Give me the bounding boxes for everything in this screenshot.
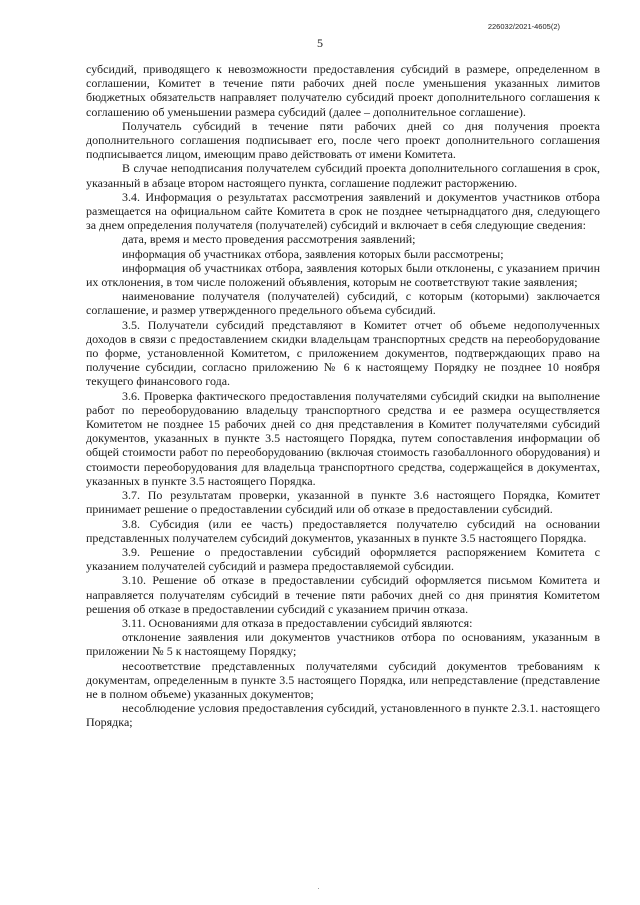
list-item: информация об участниках отбора, заявления которых были отклонены, с указанием причин их отклонения, в том числе положений объявления, которым не соответствуют такие заявления; <box>86 260 600 290</box>
list-item: дата, время и место проведения рассмотрения заявлений; <box>122 232 416 247</box>
scan-dot <box>318 888 319 889</box>
page-number: 5 <box>317 36 323 50</box>
paragraph-3-10: 3.10. Решение об отказе в предоставлении субсидий оформляется письмом Комитета и направляется получателям субсидий в течение пяти рабочих дней со дня принятия Комитетом решения об отказе в предоставлении субсидий с указанием причин отказа. <box>86 573 600 616</box>
paragraph-3-4: 3.4. Информация о результатах рассмотрения заявлений и документов участников отбора размещается на официальном сайте Комитета в срок не позднее четырнадцатого дня, следующего за днем определения получателя (получателей) субсидий и включает в себя следующие сведения: <box>86 189 600 233</box>
list-item: несоблюдение условия предоставления субсидий, установленного в пункте 2.3.1. настоящего Порядка; <box>86 701 600 730</box>
paragraph-3-8: 3.8. Субсидия (или ее часть) предоставляется получателю субсидий на основании представленных получателем субсидий документов, указанных в пункте 3.5 настоящего Порядка. <box>86 516 600 545</box>
paragraph-3-7: 3.7. По результатам проверки, указанной в пункте 3.6 настоящего Порядка, Комитет принимает решение о предоставлении субсидий или об отказе в предоставлении субсидий. <box>86 488 600 517</box>
paragraph-3-9: 3.9. Решение о предоставлении субсидий оформляется распоряжением Комитета с указанием получателей субсидий и размера предоставляемой субсидии. <box>86 544 600 574</box>
paragraph-3-5: 3.5. Получатели субсидий представляют в Комитет отчет об объеме недополученных доходов в связи с предоставлением скидки владельцам транспортных средств на переоборудование по форме, установленной Комитетом, с приложением документов, подтверждающих право на получение субсидии, согласно приложению № 6 к настоящему Порядку не позднее 10 ноября текущего финансового года. <box>86 317 600 389</box>
list-item: наименование получателя (получателей) субсидий, с которым (которыми) заключается соглашение, и размер утвержденного предельного объема субсидий. <box>86 289 600 318</box>
list-item: информация об участниках отбора, заявления которых были рассмотрены; <box>122 246 504 261</box>
paragraph-3-11: 3.11. Основаниями для отказа в предоставлении субсидий являются: <box>122 615 473 630</box>
document-id: 226032/2021-4605(2) <box>487 22 560 31</box>
paragraph-3-6: 3.6. Проверка фактического предоставления получателями субсидий скидки на выполнение работ по переоборудованию владельцу транспортного средства и ее размера осуществляется Комитетом не позднее 15 рабочих дней со дня представления в Комитет получателями субсидий документов, указанных в пункте 3.5 настоящего Порядка, путем сопоставления информации об общей стоимости работ по переоборудованию (включая стоимость газобаллонного оборудования) и стоимости переоборудования для владельца транспортного средства, содержащейся в документах, указанных в пункте 3.5 настоящего Порядка. <box>86 388 600 488</box>
list-item: несоответствие представленных получателями субсидий документов требованиям к документам, определенным в пункте 3.5 настоящего Порядка, или непредставление (представление не в полном объеме) указанных документов; <box>86 658 600 701</box>
document-body <box>86 62 600 730</box>
paragraph: В случае неподписания получателем субсидий проекта дополнительного соглашения в срок, указанный в абзаце втором настоящего пункта, соглашение подлежит расторжению. <box>86 161 600 190</box>
list-item: отклонение заявления или документов участников отбора по основаниям, указанным в приложении № 5 к настоящему Порядку; <box>86 630 600 659</box>
paragraph: Получатель субсидий в течение пяти рабочих дней со дня получения проекта дополнительного соглашения подписывает его, после чего проект дополнительного соглашения подписывается лицом, имеющим право действовать от имени Комитета. <box>86 118 600 162</box>
paragraph-continuation: субсидий, приводящего к невозможности предоставления субсидий в размере, определенном в соглашении, Комитет в течение пяти рабочих дней после уменьшения указанных лимитов бюджетных обязательств направляет получателю субсидий проект дополнительного соглашения к соглашению об уменьшении размера субсидий (далее – дополнительное соглашение). <box>86 62 600 119</box>
